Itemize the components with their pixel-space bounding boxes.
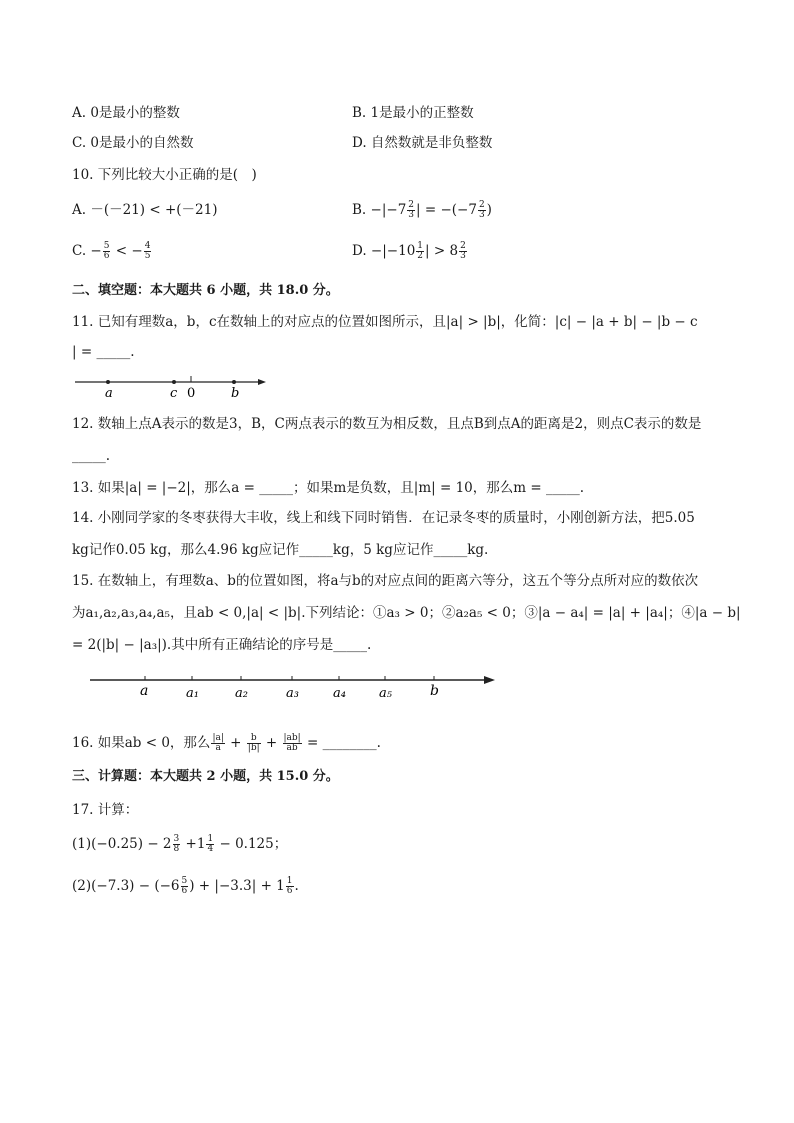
q17-part1: (1)(−0.25) − 2 $\frac{3}{8}$ +1 $\frac{1}{4}$ − 0.125； (72, 834, 288, 854)
q14-line2: kg记作0.05 kg，那么4.96 kg应记作_____kg，5 kg应记作_____kg. (72, 542, 489, 558)
q16-prefix: 16. 如果ab < 0，那么 (72, 735, 211, 751)
q17-part2-prefix: (2)(−7.3) − (−6 (72, 878, 180, 894)
section-calculation-heading: 三、计算题：本大题共 2 小题，共 15.0 分。 (72, 769, 339, 784)
q9-option-b: B. 1是最小的正整数 (352, 105, 474, 121)
q15-label-a5: a₅ (379, 686, 392, 701)
q16-text: 16. 如果ab < 0，那么 $\frac{|a|}{a}$ + $\frac{b}{|b|}$ + $\frac{|ab|}{ab}$ = ________. (72, 733, 381, 753)
q11-label-c: c (170, 386, 178, 401)
q10-option-c-prefix: C. − (72, 243, 102, 259)
q12-line1: 12. 数轴上点A表示的数是3，B，C两点表示的数互为相反数，且点B到点A的距离是2，则点C表示的数是 (72, 416, 702, 432)
q11-label-b: b (231, 386, 240, 401)
q10-stem: 10. 下列比较大小正确的是( ) (72, 167, 257, 183)
q13-text: 13. 如果|a| = |−2|，那么a = _____；如果m是负数，且|m| = 10，那么m = _____. (72, 480, 584, 496)
q15-label-a2: a₂ (235, 686, 248, 701)
q15-label-a4: a₄ (333, 686, 346, 701)
q11-number-line (72, 372, 272, 402)
q11-line2: | = _____. (72, 344, 135, 360)
q11-line1: 11. 已知有理数a，b，c在数轴上的对应点的位置如图所示，且|a| > |b|，化简：|c| − |a + b| − |b − c (72, 314, 698, 330)
q14-line1: 14. 小刚同学家的冬枣获得大丰收，线上和线下同时销售．在记录冬枣的质量时，小刚创新方法，把5.05 (72, 510, 695, 526)
q10-option-d-prefix: D. − (352, 243, 383, 259)
q15-label-a3: a₃ (286, 686, 299, 701)
q17-part1-prefix: (1)(−0.25) − 2 (72, 836, 172, 852)
q15-label-a: a (140, 683, 149, 699)
q17-stem: 17. 计算： (72, 802, 139, 818)
section-fill-in-blank-heading: 二、填空题：本大题共 6 小题，共 18.0 分。 (72, 283, 339, 298)
q10-option-c: C. − $\frac{5}{6}$ < − $\frac{4}{5}$ (72, 241, 151, 261)
q10-option-a: A. －(－21) < +(－21) (72, 202, 218, 218)
q15-line1: 15. 在数轴上，有理数a、b的位置如图，将a与b的对应点间的距离六等分，这五个等分点所对应的数依次 (72, 573, 699, 589)
q10-option-b: B. −|−7 $\frac{2}{3}$ | = −(−7 $\frac{2}{3}$ ) (352, 200, 492, 220)
q16-suffix: = ________. (307, 735, 381, 751)
q10-option-b-prefix: B. − (352, 202, 382, 218)
q11-label-0: 0 (187, 386, 196, 401)
q15-label-a1: a₁ (186, 686, 199, 701)
q10-option-d: D. −|−10 $\frac{1}{2}$ | > 8 $\frac{2}{3}$ (352, 241, 466, 261)
q12-line2: _____. (72, 448, 111, 464)
q17-part2: (2)(−7.3) − (−6 $\frac{5}{6}$ ) + |−3.3| + 1 $\frac{1}{6}$ . (72, 876, 299, 896)
q15-label-b: b (430, 683, 439, 699)
q15-number-line (88, 668, 500, 704)
q15-line3: = 2(|b| − |a₃|).其中所有正确结论的序号是_____. (72, 637, 372, 653)
q9-option-c: C. 0是最小的自然数 (72, 135, 194, 151)
q9-option-d: D. 自然数就是非负整数 (352, 135, 493, 151)
q9-option-a: A. 0是最小的整数 (72, 105, 180, 121)
q15-line2: 为a₁,a₂,a₃,a₄,a₅，且ab < 0,|a| < |b|.下列结论：①a₃ > 0；②a₂a₅ < 0；③|a − a₄| = |a| + |a₄|；④|a − b| (72, 605, 741, 621)
q11-label-a: a (105, 386, 113, 401)
